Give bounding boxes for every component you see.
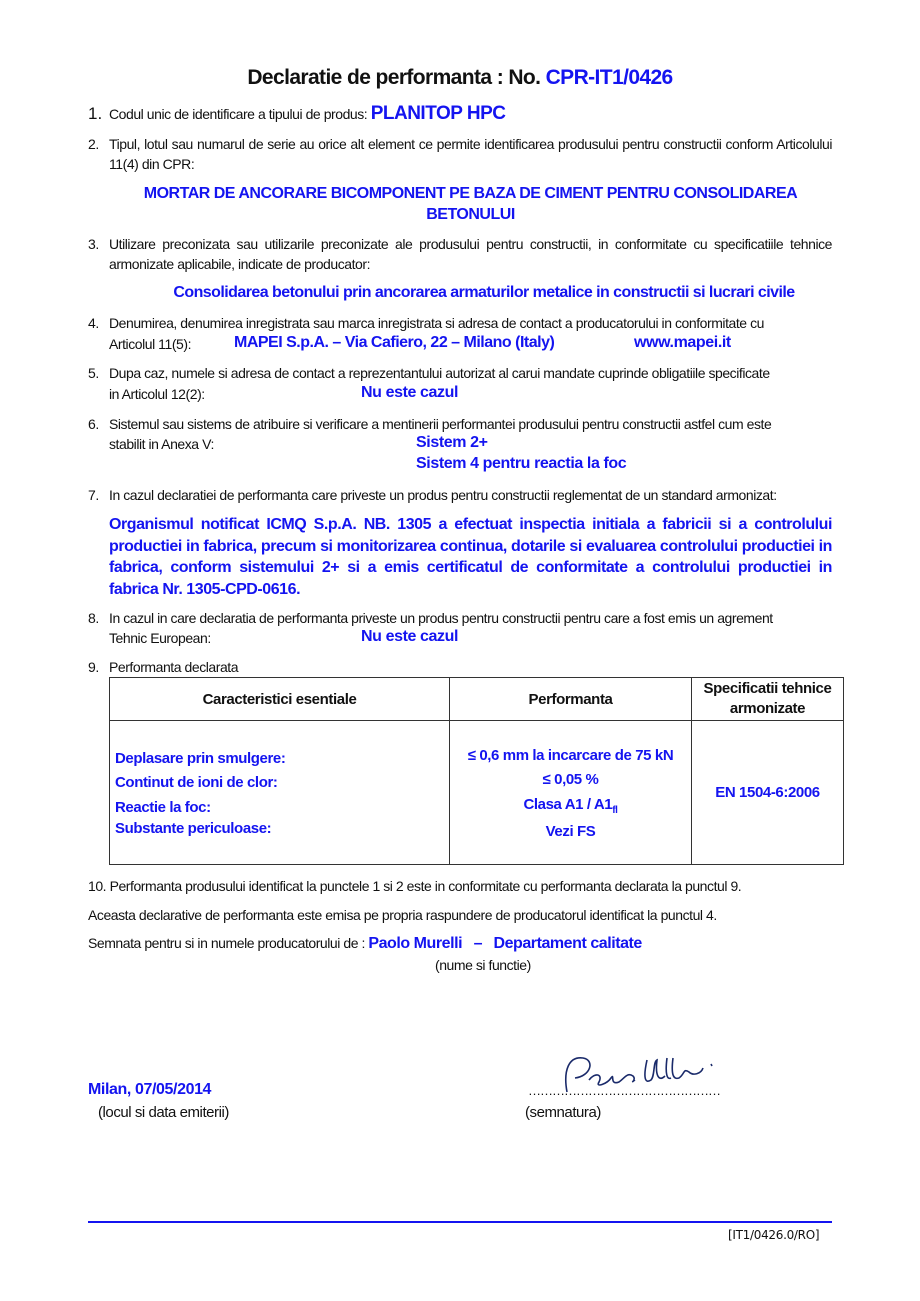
table-header-row xyxy=(110,678,844,721)
signatory-role: Departament calitate xyxy=(493,935,642,952)
manufacturer-website[interactable]: www.mapei.it xyxy=(634,334,731,351)
item-number: 7. xyxy=(88,487,99,503)
fire-class-subscript: fl xyxy=(612,804,618,816)
table-row xyxy=(110,721,844,865)
item-1 xyxy=(109,103,832,125)
page-title xyxy=(0,66,920,90)
item-10 xyxy=(88,876,741,896)
item-text: Codul unic de identificare a tipului de produs: xyxy=(109,106,368,122)
footer-rule xyxy=(88,1221,832,1223)
characteristic: Reactie la foc: xyxy=(115,798,211,816)
item-text: Dupa caz, numele si adresa de contact a reprezentantului autorizat al carui mandate cuprinde obligatiile specificate xyxy=(109,365,770,381)
column-header: Performanta xyxy=(450,678,692,721)
item-number: 2. xyxy=(88,136,99,152)
item-text-2: Articolul 11(5): xyxy=(109,336,192,352)
performance-table xyxy=(109,677,844,865)
item-number: 9. xyxy=(88,659,99,675)
item-text: Denumirea, denumirea inregistrata sau marca inregistrata si adresa de contact a producatorului in conformitate cu xyxy=(109,315,764,331)
manufacturer-address: MAPEI S.p.A. – Via Cafiero, 22 – Milano (Italy) xyxy=(234,334,555,351)
item-text: Performanta produsului identificat la punctele 1 si 2 este in conformitate cu performanta declarata la punctul 9. xyxy=(109,878,742,894)
signature-line: ………………………………………… xyxy=(528,1083,720,1098)
item-text-2: in Articolul 12(2): xyxy=(109,386,205,402)
item-number: 10. xyxy=(88,878,107,894)
performance-value xyxy=(450,794,691,822)
performance-value: Vezi FS xyxy=(545,822,596,840)
item-number: 8. xyxy=(88,610,99,626)
characteristic: Continut de ioni de clor: xyxy=(115,773,278,791)
product-code: PLANITOP HPC xyxy=(370,103,506,124)
item-text: In cazul declaratiei de performanta care priveste un produs pentru constructii reglementat de un standard armonizat: xyxy=(109,487,777,503)
item-text: Sistemul sau sistems de atribuire si verificare a mentinerii performantei produsului pentru constructii astfel cum este xyxy=(109,416,772,432)
assessment-system-fire: Sistem 4 pentru reactia la foc xyxy=(416,455,627,472)
signature-caption: (semnatura) xyxy=(525,1104,601,1121)
item-text-2: stabilit in Anexa V: xyxy=(109,436,214,452)
item-text: In cazul in care declaratia de performanta priveste un produs pentru constructii pentru care a fost emis un agrement xyxy=(109,610,773,626)
characteristic: Substante periculoase: xyxy=(115,819,272,837)
spec-cell: EN 1504-6:2006 xyxy=(692,721,844,865)
separator: – xyxy=(473,935,483,952)
title-prefix: Declaratie de performanta : No. xyxy=(247,66,541,89)
signed-by-line xyxy=(88,933,642,954)
item-number: 3. xyxy=(88,236,99,252)
product-type: MORTAR DE ANCORARE BICOMPONENT PE BAZA DE CIMENT PENTRU CONSOLIDAREA BETONULUI xyxy=(143,185,798,223)
performance-cell xyxy=(450,721,692,865)
european-technical-approval: Nu este cazul xyxy=(361,628,459,645)
place-date-caption: (locul si data emiterii) xyxy=(98,1104,229,1121)
handwritten-signature xyxy=(555,1050,725,1100)
item-text: Performanta declarata xyxy=(109,659,239,675)
intended-use: Consolidarea betonului prin ancorarea armaturilor metalice in constructii si lucrari civile xyxy=(173,284,795,301)
item-number: 5. xyxy=(88,365,99,381)
signed-label: Semnata pentru si in numele producatorului de : xyxy=(88,935,365,951)
column-header: Caracteristici esentiale xyxy=(110,678,450,721)
item-number: 4. xyxy=(88,315,99,331)
column-header: Specificatii tehnice armonizate xyxy=(692,678,844,721)
item-text: Utilizare preconizata sau utilizarile preconizate ale produsului pentru constructii, in conformitate cu specificatiile tehnice armonizate aplicabile, indicate de producator: xyxy=(109,236,832,272)
item-text-2: Tehnic European: xyxy=(109,630,211,646)
place-date: Milan, 07/05/2014 xyxy=(88,1081,212,1098)
performance-value: ≤ 0,05 % xyxy=(542,770,599,788)
item-text: Tipul, lotul sau numarul de serie au orice alt element ce permite identificarea produsului pentru constructii conform Articolului 11(4) din CPR: xyxy=(109,136,832,172)
declaration-number: CPR-IT1/0426 xyxy=(545,66,673,89)
performance-value: ≤ 0,6 mm la incarcare de 75 kN xyxy=(467,746,674,764)
declaration-statement: Aceasta declarative de performanta este emisa pe propria raspundere de producatorul identificat la punctul 4. xyxy=(88,907,717,923)
item-number: 1. xyxy=(88,104,103,123)
name-function-caption: (nume si functie) xyxy=(435,957,531,973)
document-reference: [IT1/0426.0/RO] xyxy=(728,1228,820,1242)
characteristics-cell xyxy=(110,721,450,865)
signatory-name: Paolo Murelli xyxy=(368,935,463,952)
authorized-representative: Nu este cazul xyxy=(361,384,459,401)
fire-class: Clasa A1 / A1 xyxy=(523,795,613,813)
item-number: 6. xyxy=(88,416,99,432)
characteristic: Deplasare prin smulgere: xyxy=(115,749,286,767)
notified-body-statement: Organismul notificat ICMQ S.p.A. NB. 1305 a efectuat inspectia initiala a fabricii si a controlului productiei in fabrica, precum si monitorizarea continua, dotarile si evaluarea controlului productiei in fabrica, conform sistemului 2+ si a emis certificatul de conformitate a controlului productiei in fabrica Nr. 1305-CPD-0616. xyxy=(109,516,832,598)
assessment-system: Sistem 2+ xyxy=(416,434,488,451)
